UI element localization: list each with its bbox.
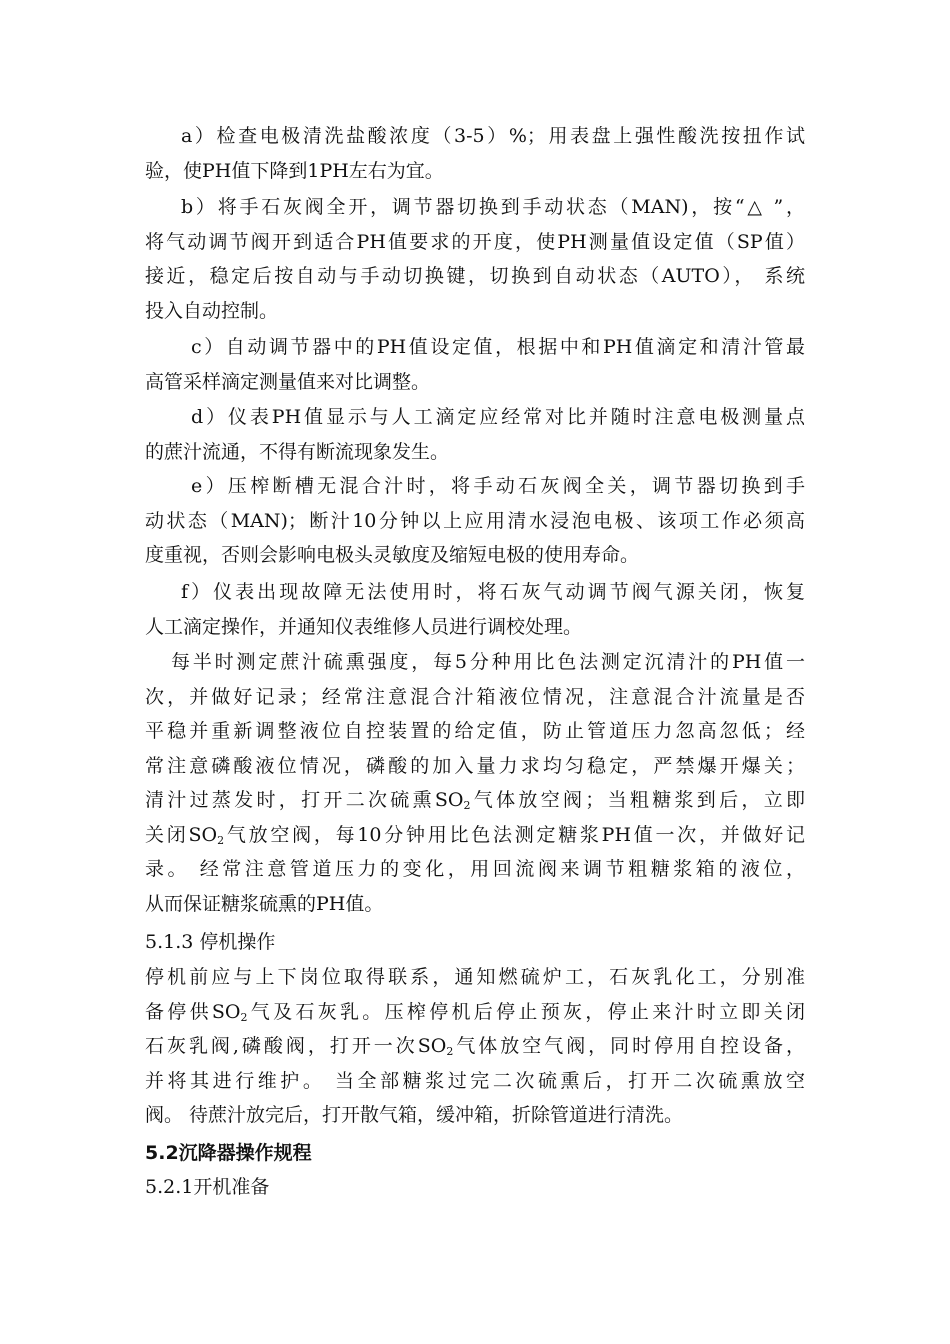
subscript: 2 — [446, 1045, 454, 1058]
subscript: 2 — [240, 1010, 248, 1024]
subscript: 2 — [463, 799, 471, 812]
text-segment: 关闭SO — [145, 823, 218, 846]
text-line: 的蔗汁流通，不得有断流现象发生。 — [145, 440, 450, 463]
text-line: 将气动调节阀开到适合PH值要求的开度，使PH测量值设定值（SP值） — [145, 230, 805, 253]
section-heading-5-2-1: 5.2.1开机准备 — [145, 1176, 270, 1198]
text-line: c）自动调节器中的PH值设定值，根据中和PH值滴定和清汁管最 — [191, 336, 805, 358]
text-line: 高管采样滴定测量值来对比调整。 — [145, 370, 431, 393]
text-line: 录。 经常注意管道压力的变化，用回流阀来调节粗糖浆箱的液位， — [145, 858, 805, 880]
text-segment: 备停供SO — [145, 1000, 241, 1023]
text-line — [145, 995, 805, 1030]
text-line: 人工滴定操作，并通知仪表维修人员进行调校处理。 — [145, 615, 583, 638]
text-line: 停机前应与上下岗位取得联系，通知燃硫炉工，石灰乳化工，分别准 — [145, 966, 805, 988]
text-segment: 气体放空阀；当粗糖浆到后，立即 — [470, 789, 805, 811]
text-line: 从而保证糖浆硫熏的PH值。 — [145, 892, 384, 915]
section-heading-5-1-3: 5.1.3 停机操作 — [145, 931, 276, 953]
text-line — [145, 783, 805, 818]
text-line: 验，使PH值下降到1PH左右为宜。 — [145, 159, 444, 182]
paragraph-shutdown — [145, 960, 805, 1133]
paragraph-a — [145, 119, 805, 188]
text-line: 动状态（MAN)；断汁10分钟以上应用清水浸泡电极、该项工作必须高 — [145, 509, 805, 532]
text-line: 并将其进行维护。 当全部糖浆过完二次硫熏后，打开二次硫熏放空 — [145, 1069, 805, 1092]
text-line: 投入自动控制。 — [145, 299, 279, 322]
text-segment: 气放空阀，每10分钟用比色法测定糖浆PH值一次，并做好记 — [224, 823, 805, 846]
text-line — [145, 1029, 805, 1064]
section-heading-5-2: 5.2沉降器操作规程 — [145, 1142, 312, 1164]
text-line: 每半时测定蔗汁硫熏强度，每5分种用比色法测定沉清汁的PH值一 — [171, 651, 805, 673]
paragraph-d — [145, 400, 805, 469]
paragraph-f — [145, 575, 805, 644]
text-line: 接近，稳定后按自动与手动切换键，切换到自动状态（AUTO）， 系统 — [145, 265, 805, 287]
paragraph-monitoring — [145, 645, 805, 921]
paragraph-c — [145, 330, 805, 399]
text-line: 平稳并重新调整液位自控装置的给定值，防止管道压力忽高忽低；经 — [145, 720, 805, 742]
text-line: b）将手石灰阀全开，调节器切换到手动状态（MAN)，按“△ ”， — [181, 196, 805, 218]
text-segment: 气及石灰乳。压榨停机后停止预灰，停止来汁时立即关闭 — [247, 1000, 805, 1023]
text-line: f）仪表出现故障无法使用时，将石灰气动调节阀气源关闭，恢复 — [181, 581, 805, 603]
subscript: 2 — [217, 833, 225, 847]
text-segment: 气体放空气阀，同时停用自控设备， — [453, 1035, 805, 1057]
text-segment: 清汁过蒸发时，打开二次硫熏SO — [145, 789, 464, 811]
text-line: 常注意磷酸液位情况，磷酸的加入量力求均匀稳定，严禁爆开爆关； — [145, 754, 805, 777]
text-line: 次，并做好记录；经常注意混合汁箱液位情况，注意混合汁流量是否 — [145, 685, 805, 708]
text-line: 度重视，否则会影响电极头灵敏度及缩短电极的使用寿命。 — [145, 544, 640, 566]
text-line: a）检查电极清洗盐酸浓度（3-5）%；用表盘上强性酸洗按扭作试 — [181, 125, 805, 147]
paragraph-e — [145, 469, 805, 573]
text-line — [145, 818, 805, 853]
text-line: d）仪表PH值显示与人工滴定应经常对比并随时注意电极测量点 — [191, 406, 805, 428]
paragraph-b — [145, 190, 805, 328]
text-segment: 石灰乳阀,磷酸阀，打开一次SO — [145, 1035, 447, 1057]
text-line: 阀。 待蔗汁放完后，打开散气箱，缓冲箱，折除管道进行清洗。 — [145, 1104, 684, 1126]
text-line: e）压榨断槽无混合汁时，将手动石灰阀全关，调节器切换到手 — [191, 475, 805, 497]
